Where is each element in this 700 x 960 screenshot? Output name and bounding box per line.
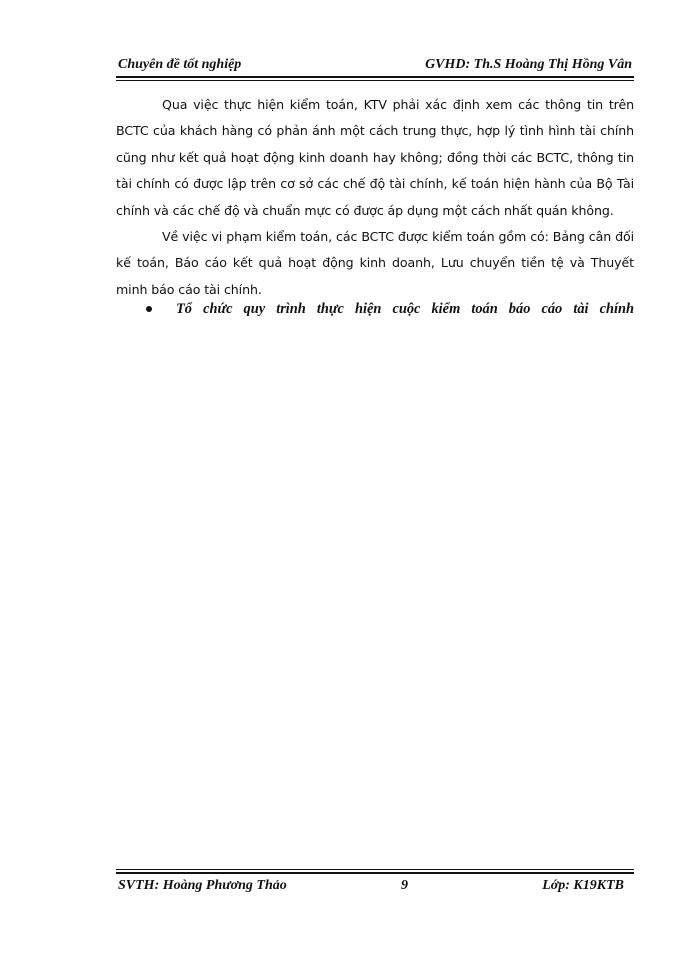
page-footer xyxy=(116,876,634,898)
header-title: Chuyên đề tốt nghiệp xyxy=(118,57,242,72)
page-number: 9 xyxy=(401,878,408,893)
header-advisor: GVHD: Th.S Hoàng Thị Hồng Vân xyxy=(425,57,632,72)
footer-rule-thin xyxy=(116,869,634,870)
page-header xyxy=(116,55,634,77)
header-rule-thin xyxy=(116,80,634,81)
footer-rule xyxy=(116,872,634,874)
paragraph-2: Về việc vi phạm kiểm toán, các BCTC được kiểm toán gồm có: Bảng cân đối kế toán, Báo cáo kết quả hoạt động kinh doanh, Lưu chuyển tiền tệ và Thuyết minh báo cáo tài chính. xyxy=(116,229,634,297)
footer-student: SVTH: Hoàng Phương Thảo xyxy=(118,878,287,893)
footer-class: Lớp: K19KTB xyxy=(542,878,624,893)
bullet-heading-text: Tổ chức quy trình thực hiện cuộc kiểm toán báo cáo tài chính xyxy=(176,301,634,317)
body-text xyxy=(116,92,634,303)
bullet-icon xyxy=(146,306,152,312)
header-rule xyxy=(116,76,634,78)
paragraph-1: Qua việc thực hiện kiểm toán, KTV phải xác định xem các thông tin trên BCTC của khách hàng có phản ánh một cách trung thực, hợp lý tình hình tài chính cũng như kết quả hoạt động kinh doanh hay không; đồng thời các BCTC, thông tin tài chính có được lập trên cơ sở các chế độ tài chính, kế toán hiện hành của Bộ Tài chính và các chế độ và chuẩn mực có được áp dụng một cách nhất quán không. xyxy=(116,97,634,218)
